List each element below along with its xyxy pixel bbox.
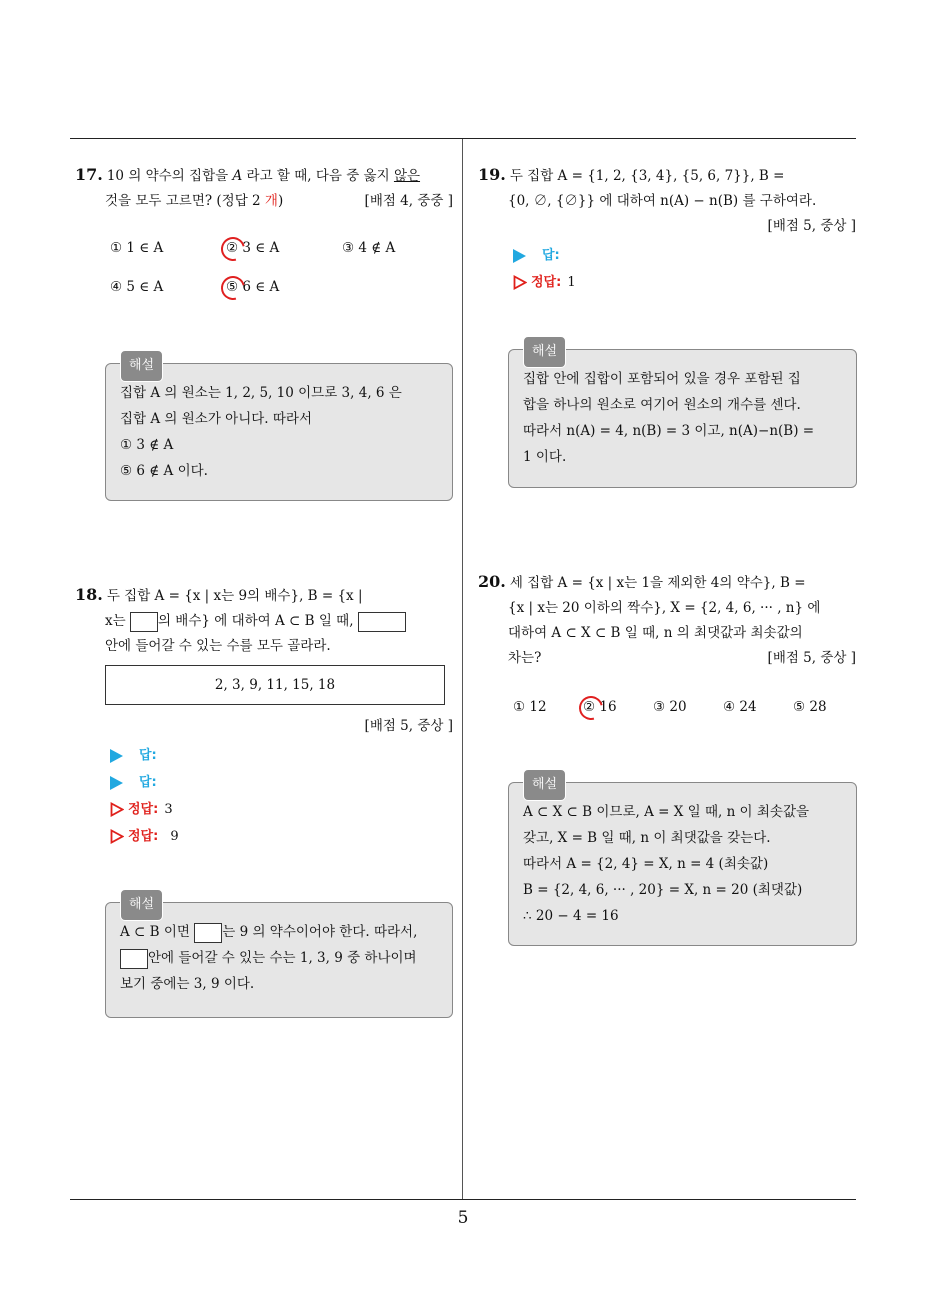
explanation-tag: 해설: [120, 350, 163, 382]
question-18: 18. 두 집합 A = {x | x는 9의 배수}, B = {x | x는 의 배수} 에 대하여 A ⊂ B 일 때, 안에 들어갈 수 있는 수를 모두 골라라.: [75, 582, 455, 659]
q17-choice-3[interactable]: ③ 4 ∉ A: [342, 240, 396, 256]
q17-stem: 17. 10 의 약수의 집합을 A 라고 할 때, 다음 중 옳지 않은: [75, 165, 421, 184]
q19-meta: [배점 5, 중상 ]: [767, 218, 856, 234]
q17-number: 17.: [75, 165, 103, 184]
q17-choice-1[interactable]: ① 1 ∈ A: [110, 240, 164, 256]
q20-choice-2[interactable]: ② 16: [583, 699, 617, 715]
blank-box: [120, 949, 148, 969]
q18-answers: 답: 답: 정답: 3 정답: 9: [110, 742, 179, 850]
q20-meta: [배점 5, 중상 ]: [767, 650, 856, 666]
q20-choice-5[interactable]: ⑤ 28: [793, 699, 827, 715]
triangle-outline-icon: [110, 829, 124, 844]
q18-choice-list: 2, 3, 9, 11, 15, 18: [105, 665, 445, 705]
q19-number: 19.: [478, 165, 506, 184]
explanation-tag: 해설: [523, 336, 566, 368]
question-19: 19. 두 집합 A = {1, 2, {3, 4}, {5, 6, 7}}, B = {0, ∅, {∅}} 에 대하여 n(A) − n(B) 를 구하여라. [배점 5, 중상 ]: [478, 162, 858, 239]
page-number: 5: [457, 1208, 469, 1228]
triangle-outline-icon: [513, 275, 527, 290]
q17-choice-5[interactable]: ⑤ 6 ∈ A: [226, 279, 280, 295]
play-icon: [110, 749, 123, 763]
answer-mark-icon: [217, 233, 250, 266]
blank-box: [358, 612, 406, 632]
explanation-tag: 해설: [523, 769, 566, 801]
question-17: 17. 10 의 약수의 집합을 A 라고 할 때, 다음 중 옳지 않은 것을 모두 고르면? (정답 2 개) [배점 4, 중중 ]: [75, 162, 455, 214]
q18-meta: [배점 5, 중상 ]: [364, 718, 453, 734]
play-icon: [110, 776, 123, 790]
q19-explanation-box: 해설 집합 안에 집합이 포함되어 있을 경우 포함된 집 합을 하나의 원소로 여기어 원소의 개수를 센다. 따라서 n(A) = 4, n(B) = 3 이고, n(A)−n(B) = 1 이다.: [508, 349, 857, 488]
q18-number: 18.: [75, 585, 103, 604]
q20-choice-1[interactable]: ① 12: [513, 699, 547, 715]
column-divider: [462, 139, 463, 1200]
q17-meta: [배점 4, 중중 ]: [364, 193, 453, 209]
q20-number: 20.: [478, 572, 506, 591]
q20-choices: [513, 699, 853, 725]
explanation-tag: 해설: [120, 889, 163, 921]
blank-box: [194, 923, 222, 943]
top-rule: [70, 138, 856, 139]
q18-explanation-box: 해설 A ⊂ B 이면 는 9 의 약수이어야 한다. 따라서, 안에 들어갈 수 있는 수는 1, 3, 9 중 하나이며 보기 중에는 3, 9 이다.: [105, 902, 453, 1018]
q17-choice-2[interactable]: ② 3 ∈ A: [226, 240, 280, 256]
q20-choice-4[interactable]: ④ 24: [723, 699, 757, 715]
triangle-outline-icon: [110, 802, 124, 817]
q17-choice-4[interactable]: ④ 5 ∈ A: [110, 279, 164, 295]
question-20: 20. 세 집합 A = {x | x는 1을 제외한 4의 약수}, B = {x | x는 20 이하의 짝수}, X = {2, 4, 6, ··· , n} 에 대하여 A ⊂ X ⊂ B 일 때, n 의 최댓값과 최솟값의 차는? [배점 5, 중상 ]: [478, 569, 858, 671]
q19-answers: 답: 정답: 1: [513, 242, 576, 296]
q20-explanation-box: 해설 A ⊂ X ⊂ B 이므로, A = X 일 때, n 이 최솟값을 갖고, X = B 일 때, n 이 최댓값을 갖는다. 따라서 A = {2, 4} = X, n = 4 (최솟값) B = {2, 4, 6, ··· , 20} = X, n = 20 (최댓값) ∴ 20 − 4 = 16: [508, 782, 857, 946]
q20-choice-3[interactable]: ③ 20: [653, 699, 687, 715]
answer-mark-icon: [575, 692, 608, 725]
answer-mark-icon: [217, 272, 250, 305]
q17-explanation-box: 해설 집합 A 의 원소는 1, 2, 5, 10 이므로 3, 4, 6 은 집합 A 의 원소가 아니다. 따라서 ① 3 ∉ A ⑤ 6 ∉ A 이다.: [105, 363, 453, 501]
q17-choices: [110, 240, 450, 266]
blank-box: [130, 612, 158, 632]
bottom-rule: [70, 1199, 856, 1200]
play-icon: [513, 249, 526, 263]
